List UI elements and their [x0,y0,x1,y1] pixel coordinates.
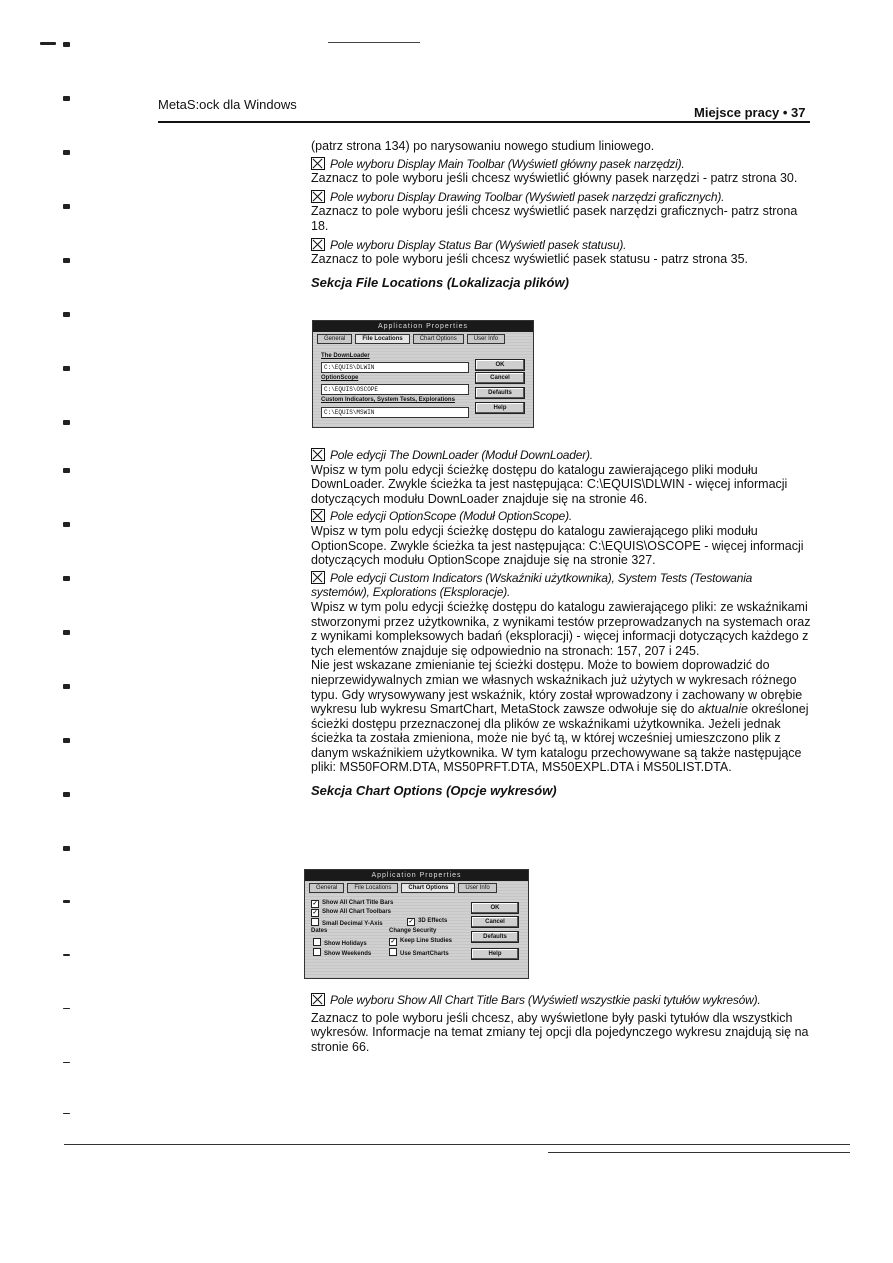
checked-icon: ✓ [390,939,396,945]
footer-rule [548,1152,850,1153]
defaults-button[interactable]: Defaults [471,931,519,943]
option-heading: Pole wyboru Display Drawing Toolbar (Wyświetl pasek narzędzi graficznych). [330,189,725,204]
running-header-left: MetaS:ock dla Windows [158,97,297,112]
paragraph: (patrz strona 134) po narysowaniu nowego studium liniowego. [311,139,655,153]
file-locations-dialog [312,320,534,428]
margin-mark [63,468,70,473]
optionscope-field[interactable]: C:\EQUIS\OSCOPE [321,384,469,395]
margin-mark [63,900,70,903]
checkbox-icon [311,190,325,203]
margin-mark [63,1062,70,1063]
margin-mark [63,576,70,581]
change-security-group-label: Change Security [389,928,437,934]
margin-mark [63,846,70,851]
paragraph: Wpisz w tym polu edycji ścieżkę dostępu do katalogu zawierającego pliki modułu OptionScope. Zwykle ścieżka ta jest następująca: C:\EQUIS\OSCOPE - więcej informacji dotyczących modułu OptionScope znajduje się na stronie 327. [311,523,804,568]
help-button[interactable]: Help [475,402,525,414]
paragraph: Wpisz w tym polu edycji ścieżkę dostępu do katalogu zawierającego pliki: ze wskaźnikami stworzonymi przez użytkownika, z wynikami testów przeprowadzanych na systemach oraz z wynikami kompleksowych badań (eksploracji) - więcej informacji dotyczących każdego z tych elementów znajduje się odpowiednio na stronach: 157, 207 i 245. [311,599,811,658]
footer-rule [64,1144,850,1145]
option-heading: Pole wyboru Display Main Toolbar (Wyświetl główny pasek narzędzi). [330,156,685,171]
unchecked-icon [313,938,321,946]
option-heading: Pole edycji OptionScope (Moduł OptionScope). [330,509,573,524]
custom-indicators-field[interactable]: C:\EQUIS\MSWIN [321,407,469,418]
paragraph: Zaznacz to pole wyboru jeśli chcesz, aby wyświetlone były paski tytułów dla wszystkich wykresów. Informacje na temat zmiany tej opcji dla pojedynczego wykresu znajdują się na stronie 66. [311,1010,809,1054]
cancel-button[interactable]: Cancel [471,916,519,928]
text-block-bottom [311,993,811,1054]
checkbox-icon [311,448,325,461]
checked-icon: ✓ [408,919,414,925]
show-toolbars-checkbox[interactable]: ✓ Show All Chart Toolbars [312,909,392,916]
ok-button[interactable]: OK [475,359,525,371]
unchecked-icon [311,918,319,926]
option-heading: Pole edycji The DownLoader (Moduł DownLoader). [330,448,593,462]
paragraph: Nie jest wskazane zmienianie tej ścieżki dostępu. Może to bowiem doprowadzić do nieprzewidywalnych zmian we własnych wskaźnikach już użytych w wykresach różnego typu. Gdy wrysowywany jest wskaźnik, który został wprowadzony i zachowany w obrębie wykresu lub wykresu SmartChart, MetaStock zawsze odwołuje się do aktualnie określonej ścieżki dostępu przeznaczonej dla plików ze wskaźnikami użytkownika. Jeżeli jednak ścieżka ta została zmieniona, może nie być tą, w której wcześniej umieszczono plik z danym wskaźnikiem użytkownika. W tym katalogu przechowywane są także następujące pliki: MS50FORM.DTA, MS50PRFT.DTA, MS50EXPL.DTA i MS50LIST.DTA. [311,658,809,775]
margin-mark [63,204,70,209]
section-heading: Sekcja File Locations (Lokalizacja plików) [311,274,569,290]
paragraph: Wpisz w tym polu edycji ścieżkę dostępu do katalogu zawierającego pliki modułu DownLoader. Zwykle ścieżka ta jest następująca: C:\EQUIS\DLWIN - więcej informacji dotyczących modułu DownLoader znajduje się na stronie 46. [311,462,788,506]
paragraph: Zaznacz to pole wyboru jeśli chcesz wyświetlić pasek narzędzi graficznych- patrz strona 18. [311,204,798,233]
tab-user-info[interactable]: User Info [467,334,505,344]
margin-mark [63,630,70,635]
margin-mark [63,1113,70,1114]
ok-button[interactable]: OK [471,902,519,914]
show-holidays-checkbox[interactable]: Show Holidays [313,938,367,947]
small-decimal-checkbox[interactable]: Small Decimal Y-Axis [311,918,383,927]
option-heading: Pole wyboru Show All Chart Title Bars (Wyświetl wszystkie paski tytułów wykresów). [330,993,761,1007]
tab-general[interactable]: General [317,334,352,344]
paragraph: Zaznacz to pole wyboru jeśli chcesz wyświetlić główny pasek narzędzi - patrz strona 30. [311,171,798,186]
top-rule [328,42,420,43]
checkbox-icon [311,238,325,251]
margin-mark [63,42,70,47]
margin-mark [63,522,70,527]
checkbox-icon [311,993,325,1006]
cancel-button[interactable]: Cancel [475,372,525,384]
checked-icon: ✓ [312,901,318,907]
downloader-field[interactable]: C:\EQUIS\DLWIN [321,362,469,373]
custom-indicators-label: Custom Indicators, System Tests, Explorations [321,397,455,403]
margin-mark [40,42,56,45]
option-heading: Pole wyboru Display Status Bar (Wyświetl pasek statusu). [330,237,627,252]
show-weekends-checkbox[interactable]: Show Weekends [313,948,371,957]
dialog-title: Application Properties [305,870,528,881]
show-title-bars-checkbox[interactable]: ✓ Show All Chart Title Bars [312,900,394,907]
chart-options-dialog [304,869,529,979]
margin-mark [63,792,70,797]
dates-group-label: Dates [311,928,328,934]
margin-mark [63,366,70,371]
unchecked-icon [313,948,321,956]
tab-user-info[interactable]: User Info [458,883,496,893]
margin-mark [63,420,70,425]
checkbox-icon [311,157,325,170]
margin-mark [63,738,70,743]
optionscope-label: OptionScope [321,375,359,381]
tab-file-locations[interactable]: File Locations [347,883,398,893]
paragraph: Zaznacz to pole wyboru jeśli chcesz wyświetlić pasek statusu - patrz strona 35. [311,252,748,267]
checkbox-icon [311,571,325,584]
option-heading: Pole edycji Custom Indicators (Wskaźniki użytkownika), System Tests (Testowania systemów), Explorations (Eksploracje). [311,570,753,600]
text-block-middle [311,448,811,799]
tab-file-locations[interactable]: File Locations [355,334,409,344]
downloader-label: The DownLoader [321,353,370,359]
text-block-top [311,139,811,290]
3d-effects-checkbox[interactable]: ✓ 3D Effects [408,918,448,925]
use-smartcharts-checkbox[interactable]: Use SmartCharts [389,948,449,957]
margin-mark [63,150,70,155]
dialog-tabs [313,332,533,344]
checked-icon: ✓ [312,910,318,916]
running-header-right: Miejsce pracy • 37 [694,105,806,120]
tab-general[interactable]: General [309,883,344,893]
header-rule [158,121,810,123]
section-heading: Sekcja Chart Options (Opcje wykresów) [311,783,557,799]
unchecked-icon [389,948,397,956]
margin-mark [63,684,70,689]
help-button[interactable]: Help [471,948,519,960]
defaults-button[interactable]: Defaults [475,387,525,399]
tab-chart-options[interactable]: Chart Options [413,334,464,344]
margin-mark [63,96,70,101]
dialog-tabs [305,881,528,893]
margin-mark [63,954,70,956]
tab-chart-options[interactable]: Chart Options [401,883,455,893]
margin-mark [63,312,70,317]
checkbox-icon [311,509,325,522]
margin-mark [63,258,70,263]
keep-line-studies-checkbox[interactable]: ✓ Keep Line Studies [390,938,453,945]
margin-mark [63,1008,70,1009]
dialog-title: Application Properties [313,321,533,332]
